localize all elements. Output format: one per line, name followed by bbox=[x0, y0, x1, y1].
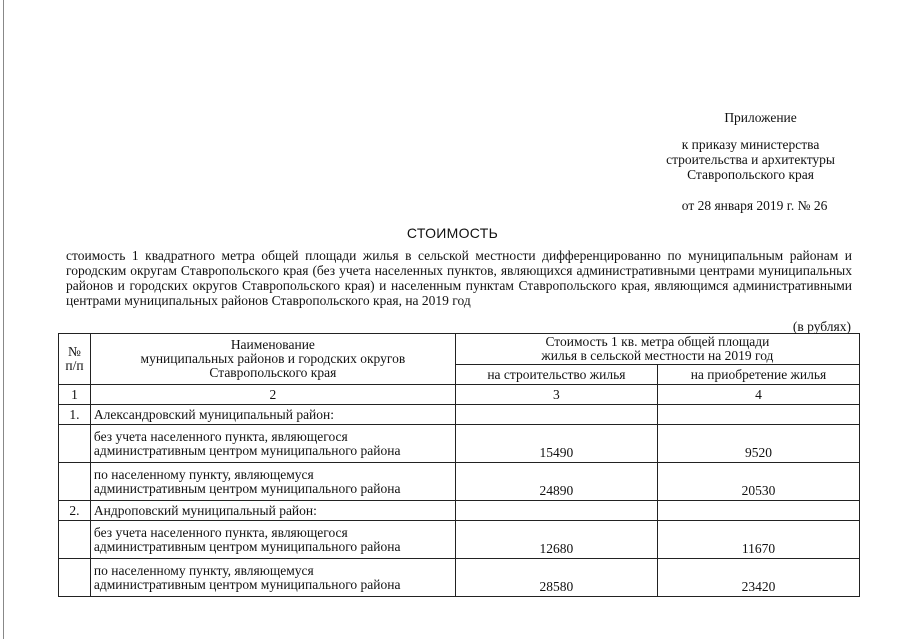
empty-cell bbox=[657, 501, 859, 521]
purchase-value: 23420 bbox=[657, 559, 859, 597]
index-cell-2: 2 bbox=[90, 385, 455, 405]
table-row bbox=[59, 559, 860, 597]
purchase-value: 9520 bbox=[657, 425, 859, 463]
district-name: Андроповский муниципальный район: bbox=[90, 501, 455, 521]
district-num: 1. bbox=[59, 405, 91, 425]
table-row bbox=[59, 521, 860, 559]
row-label-line-1: по населенному пункту, являющемуся bbox=[93, 562, 314, 578]
row-label-line-2: административным центром муниципального района bbox=[93, 576, 401, 592]
header-name bbox=[90, 334, 455, 385]
index-cell-3: 3 bbox=[455, 385, 657, 405]
empty-cell bbox=[657, 405, 859, 425]
page-edge-line bbox=[3, 0, 4, 639]
district-num: 2. bbox=[59, 501, 91, 521]
empty-cell bbox=[59, 425, 91, 463]
table-row bbox=[59, 463, 860, 501]
district-name: Александровский муниципальный район: bbox=[90, 405, 455, 425]
purchase-value: 11670 bbox=[657, 521, 859, 559]
table-row-district bbox=[59, 405, 860, 425]
header-name-line-1: Наименование bbox=[230, 337, 315, 352]
document-description: стоимость 1 квадратного метра общей площади жилья в сельской местности дифференцированно по муниципальным районам и городским округам Ставропольского края (без учета населенных пунктов, являющихся административными центрами муниципальных районов и городских округов Ставропольского края) и населенным пунктам Ставропольского края, являющимся административными центрами муниципальных районов Ставропольского края, на 2019 год bbox=[66, 248, 852, 308]
table-row bbox=[59, 425, 860, 463]
header-construction: на строительство жилья bbox=[455, 365, 657, 385]
index-cell-1: 1 bbox=[59, 385, 91, 405]
construction-value: 12680 bbox=[455, 521, 657, 559]
index-cell-4: 4 bbox=[657, 385, 859, 405]
order-line-1: к приказу министерства bbox=[681, 137, 820, 152]
unit-note: (в рублях) bbox=[792, 319, 851, 334]
order-line-2: строительства и архитектуры bbox=[666, 152, 835, 167]
header-name-line-3: Ставропольского края bbox=[209, 365, 337, 380]
row-label-line-1: по населенному пункту, являющемуся bbox=[93, 466, 314, 482]
empty-cell bbox=[59, 559, 91, 597]
appendix-header bbox=[666, 110, 835, 213]
row-label-line-2: административным центром муниципального района bbox=[93, 480, 401, 496]
construction-value: 24890 bbox=[455, 463, 657, 501]
header-name-line-2: муниципальных районов и городских округов bbox=[140, 351, 406, 366]
table-header-row bbox=[59, 334, 860, 365]
header-num: № п/п bbox=[59, 334, 91, 385]
empty-cell bbox=[455, 501, 657, 521]
header-purchase: на приобретение жилья bbox=[657, 365, 859, 385]
cost-table bbox=[58, 333, 860, 597]
purchase-value: 20530 bbox=[657, 463, 859, 501]
table-index-row bbox=[59, 385, 860, 405]
row-label bbox=[90, 463, 455, 501]
header-cost-line-2: жилья в сельской местности на 2019 год bbox=[541, 348, 774, 363]
empty-cell bbox=[59, 521, 91, 559]
row-label bbox=[90, 425, 455, 463]
appendix-title: Приложение bbox=[724, 110, 797, 125]
header-cost bbox=[455, 334, 859, 365]
row-label-line-1: без учета населенного пункта, являющегося bbox=[93, 428, 348, 444]
order-line-3: Ставропольского края bbox=[687, 167, 814, 182]
empty-cell bbox=[59, 463, 91, 501]
row-label-line-1: без учета населенного пункта, являющегося bbox=[93, 524, 348, 540]
document-title: СТОИМОСТЬ bbox=[406, 225, 499, 241]
order-date-number: от 28 января 2019 г. № 26 bbox=[681, 198, 828, 213]
empty-cell bbox=[455, 405, 657, 425]
row-label-line-2: административным центром муниципального района bbox=[93, 442, 401, 458]
table-row-district bbox=[59, 501, 860, 521]
construction-value: 28580 bbox=[455, 559, 657, 597]
construction-value: 15490 bbox=[455, 425, 657, 463]
row-label bbox=[90, 521, 455, 559]
row-label-line-2: административным центром муниципального района bbox=[93, 538, 401, 554]
header-cost-line-1: Стоимость 1 кв. метра общей площади bbox=[545, 334, 770, 349]
row-label bbox=[90, 559, 455, 597]
